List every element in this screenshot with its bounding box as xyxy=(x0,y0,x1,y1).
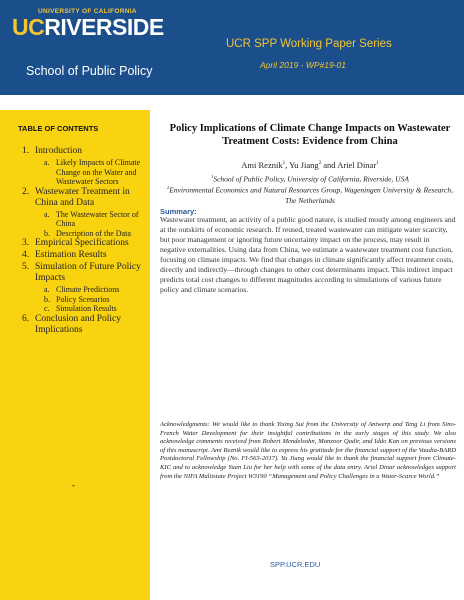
toc-subitem[interactable] xyxy=(22,285,146,295)
toc-sidebar xyxy=(0,110,150,600)
logo-school-name: School of Public Policy xyxy=(26,64,153,78)
paper-authors xyxy=(164,160,456,170)
paper-title: Policy Implications of Climate Change Impacts on Wastewater Treatment Costs: Evidence from China xyxy=(169,123,451,147)
toc-item[interactable] xyxy=(22,187,146,209)
toc-subitem-letter: b. xyxy=(44,228,50,238)
affiliation-2 xyxy=(164,183,456,206)
toc-item[interactable] xyxy=(22,314,146,336)
logo-riverside: RIVERSIDE xyxy=(44,14,164,40)
affiliation-1-sup: 1 xyxy=(211,174,214,179)
toc-subitem-label: Policy Scenarios xyxy=(56,294,110,304)
toc-item-number: 6. xyxy=(22,313,30,324)
logo-university-text: UNIVERSITY OF CALIFORNIA xyxy=(38,8,137,15)
toc-item-number: 2. xyxy=(22,186,30,197)
author-name: Ami Reznik xyxy=(241,160,283,170)
toc-subitem-label: Climate Predictions xyxy=(56,285,120,294)
toc-subitem-letter: a. xyxy=(44,209,50,219)
toc-item[interactable] xyxy=(22,146,146,157)
acknowledgments: Acknowledgments: We would like to thank Yixing Sui from the University of Antwerp and Teng Li from Sino-French Water Development for their insightful contributions in the early stages of this study. We also acknowledge comments received from Robert Mendelsohn, Manzoor Qadir, and Iddo Kan on previous versions of this manuscript. Ami Reznik would like to express his gratitude for the financial support of the Vaadia-BARD Postdoctoral Fellowship (No. FI-563-2017). Yu Jiang would like to thank the financial support from Climate-KIC and to acknowledge Yuan Liu for her help with some of the data entry. Ariel Dinar acknowledges support from the NIFA Multistate Project W3190 “Management and Policy Challenges in a Water-Scarce World.” xyxy=(160,421,456,480)
toc-subitem-letter: b. xyxy=(44,294,50,304)
toc-subitem[interactable] xyxy=(22,304,146,314)
author-sup: 2 xyxy=(318,160,322,167)
author-sup: 1 xyxy=(376,160,379,167)
toc-item-number: 4. xyxy=(22,250,30,260)
toc-subitem-letter: c. xyxy=(44,304,50,313)
toc-trailing-mark: - xyxy=(72,480,75,490)
logo-uc: UC xyxy=(12,14,45,40)
author-name: Ariel Dinar xyxy=(337,160,377,170)
affiliation-2-text: Environmental Economics and Natural Resources Group, Wageningen University & Research, The Netherlands xyxy=(169,185,454,205)
affiliation-2-sup: 2 xyxy=(166,185,170,190)
series-title: UCR SPP Working Paper Series xyxy=(226,38,392,50)
toc-subitem-label: Description of the Data xyxy=(56,228,131,238)
toc-item[interactable] xyxy=(22,238,146,249)
summary-text: Wastewater treatment, an activity of a public good nature, is studied mostly among engineers and at the outskirts of economic research. If reused, treated wastewater can mitigate water scarcity, but poor management or ignoring future uncertainty impact on the process, may result in negative externalities. Using data from China, we estimate a wastewater treatment cost function, focusing on climate impacts. We find that changes in climate significantly affect treatment costs, directly and indirectly—through changes to other cost determinants impact. This indirect impact predicts total cost changes to different magnitudes according to simulations of various future policy and climate scenarios. xyxy=(160,215,456,294)
footer-url-link[interactable]: SPP.UCR.EDU xyxy=(270,560,321,569)
affiliation-1-text: School of Public Policy, University of California, Riverside, USA xyxy=(213,174,409,184)
toc-item-number: 3. xyxy=(22,238,30,248)
toc-subitem-letter: a. xyxy=(44,158,50,167)
summary-label: Summary: xyxy=(160,207,197,216)
author-separator: and xyxy=(321,160,338,170)
toc-subitem[interactable] xyxy=(22,158,146,187)
toc-subitem[interactable] xyxy=(22,229,146,239)
toc-subitem-label: Likely Impacts of Climate Change on the Water and Wastewater Sectors xyxy=(56,158,141,186)
toc-list xyxy=(22,146,146,337)
toc-item-label: Wastewater Treatment in China and Data xyxy=(35,186,130,208)
toc-item[interactable] xyxy=(22,262,146,284)
toc-subitem-label: Simulation Results xyxy=(56,304,117,313)
header-banner xyxy=(0,0,464,95)
toc-heading: TABLE OF CONTENTS xyxy=(18,124,99,133)
logo-wordmark xyxy=(12,14,164,41)
toc-item-label: Conclusion and Policy Implications xyxy=(35,313,122,335)
toc-subitem[interactable] xyxy=(22,295,146,305)
toc-subitem[interactable] xyxy=(22,210,146,229)
author-sup: 1 xyxy=(282,160,286,167)
toc-item-number: 1. xyxy=(22,146,30,156)
author-name: Yu Jiang xyxy=(289,160,319,170)
toc-subitem-letter: a. xyxy=(44,285,50,294)
toc-item-label: Estimation Results xyxy=(35,250,107,260)
toc-subitem-label: The Wastewater Sector of China xyxy=(56,209,139,228)
series-date: April 2019 - WP#19-01 xyxy=(260,60,346,70)
toc-item-number: 5. xyxy=(22,262,30,272)
toc-item-label: Empirical Specifications xyxy=(35,238,129,248)
author-separator: , xyxy=(285,160,290,170)
toc-item-label: Simulation of Future Policy Impacts xyxy=(35,262,141,283)
toc-item[interactable] xyxy=(22,250,146,261)
toc-item-label: Introduction xyxy=(35,146,82,156)
